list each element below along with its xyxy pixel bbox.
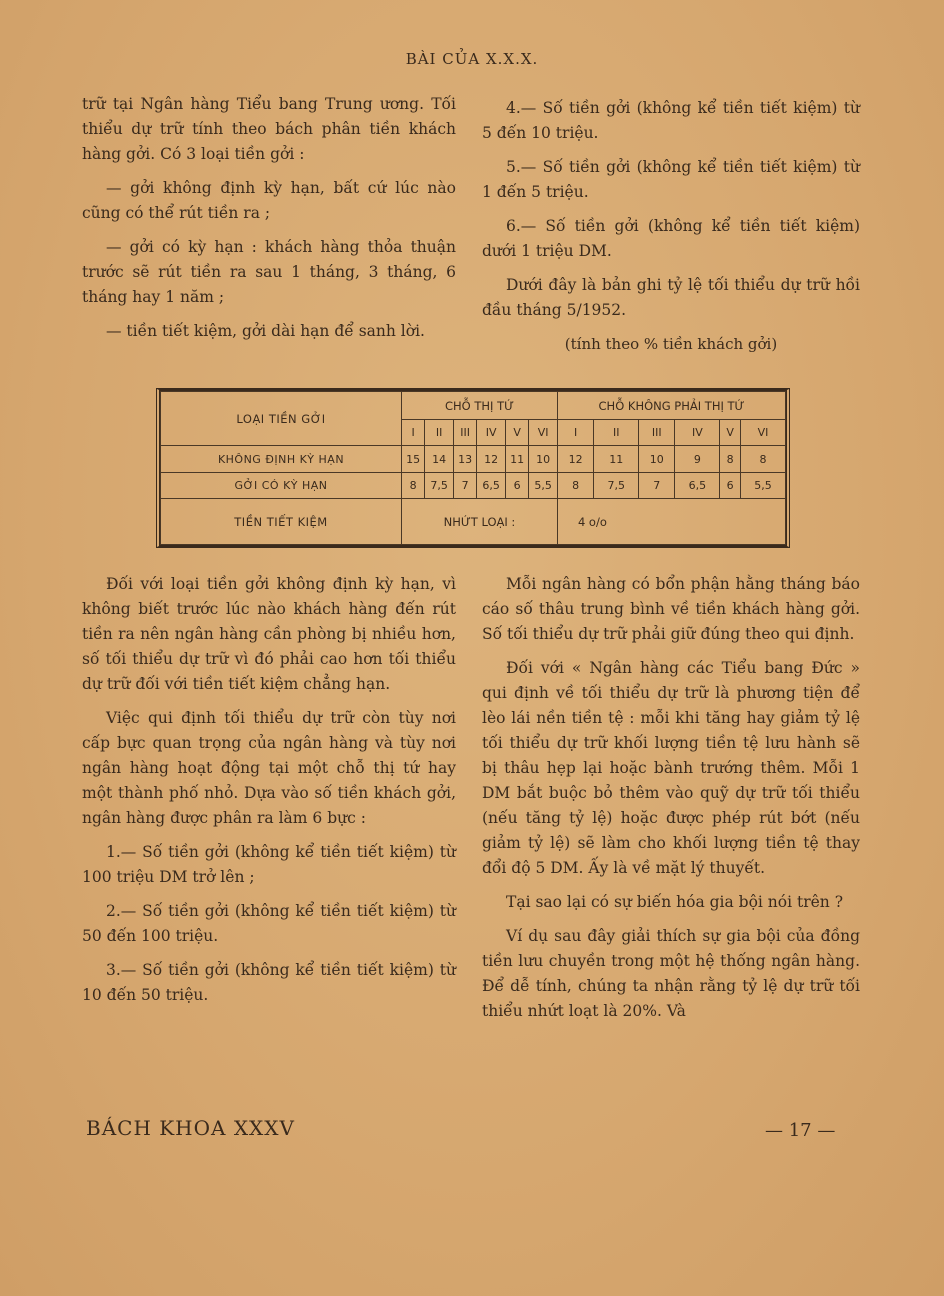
class-header: II [425, 420, 454, 446]
table-row [161, 446, 786, 472]
class-header: II [594, 420, 639, 446]
paragraph: trữ tại Ngân hàng Tiểu bang Trung ương. Tối thiểu dự trữ tính theo bách phân tiền khách hàng gởi. Có 3 loại tiền gởi : [82, 95, 456, 163]
table-cell: 13 [453, 446, 476, 472]
class-header: IV [675, 420, 720, 446]
paragraph: Tại sao lại có sự biến hóa gia bội nói trên ? [506, 893, 844, 911]
right-column-top [482, 96, 860, 357]
table-row [161, 499, 786, 545]
table-cell: 6 [720, 472, 741, 498]
paragraph: Ví dụ sau đây giải thích sự gia bội của đồng tiền lưu chuyền trong một hệ thống ngân hàng. Để dễ tính, chúng ta nhận rằng tỷ lệ dự trữ tối thiểu nhứt loạt là 20%. Và [482, 927, 860, 1020]
paragraph: Dưới đây là bản ghi tỷ lệ tối thiểu dự trữ hồi đầu tháng 5/1952. [482, 276, 860, 319]
left-column-top [82, 92, 456, 353]
savings-rate: 4 o/o [557, 499, 785, 545]
table-cell: 7 [453, 472, 476, 498]
row-label: KHÔNG ĐỊNH KỲ HẠN [161, 446, 402, 472]
row-label: GỞI CÓ KỲ HẠN [161, 472, 402, 498]
paragraph: 4.— Số tiền gởi (không kể tiền tiết kiệm) từ 5 đến 10 triệu. [482, 99, 860, 142]
class-header: VI [740, 420, 785, 446]
table-cell: 11 [505, 446, 528, 472]
table-cell: 14 [425, 446, 454, 472]
table-cell: 7,5 [594, 472, 639, 498]
paragraph: Mỗi ngân hàng có bổn phận hằng tháng báo cáo số thâu trung bình về tiền khách hàng gởi. Số tối thiểu dự trữ phải giữ đúng theo qui định. [482, 575, 860, 643]
table-cell: 10 [529, 446, 558, 472]
table-cell: 9 [675, 446, 720, 472]
class-header: III [453, 420, 476, 446]
right-column-bottom [482, 572, 860, 1033]
class-header: VI [529, 420, 558, 446]
reserve-table [160, 391, 786, 545]
paragraph: — gởi không định kỳ hạn, bất cứ lúc nào cũng có thể rút tiền ra ; [82, 179, 456, 222]
table-cell: 8 [402, 472, 425, 498]
paragraph: 6.— Số tiền gởi (không kể tiền tiết kiệm) dưới 1 triệu DM. [482, 217, 860, 260]
table-cell: 12 [557, 446, 593, 472]
paragraph: 1.— Số tiền gởi (không kể tiền tiết kiệm) từ 100 triệu DM trở lên ; [82, 843, 456, 886]
table-row [161, 472, 786, 498]
table-cell: 8 [740, 446, 785, 472]
paragraph: 3.— Số tiền gởi (không kể tiền tiết kiệm) từ 10 đến 50 triệu. [82, 961, 456, 1004]
column-header-type: LOẠI TIỀN GỞI [161, 392, 402, 446]
table-cell: 10 [639, 446, 675, 472]
paragraph: Đối với « Ngân hàng các Tiểu bang Đức » qui định về tối thiểu dự trữ là phương tiện để lèo lái nền tiền tệ : mỗi khi tăng hay giảm tỷ lệ tối thiểu dự trữ khối lượng tiền tệ lưu hành sẽ bị thâu hẹp lại hoặc bành trướng thêm. Mỗi 1 DM bắt buộc bỏ thêm vào quỹ dự trữ tối thiểu (nếu tăng tỷ lệ) hoặc được phép rút bớt (nếu giảm tỷ lệ) sẽ làm cho khối lượng tiền tệ thay đổi độ 5 DM. Ấy là về mặt lý thuyết. [482, 659, 860, 877]
paragraph: 2.— Số tiền gởi (không kể tiền tiết kiệm) từ 50 đến 100 triệu. [82, 902, 456, 945]
paragraph: — tiền tiết kiệm, gởi dài hạn để sanh lời. [106, 322, 425, 340]
paragraph: — gởi có kỳ hạn : khách hàng thỏa thuận trước sẽ rút tiền ra sau 1 tháng, 3 tháng, 6 tháng hay 1 năm ; [82, 238, 456, 306]
class-header: V [505, 420, 528, 446]
page-number: — 17 — [765, 1120, 836, 1141]
table-cell: 15 [402, 446, 425, 472]
class-header: IV [477, 420, 506, 446]
page-header: BÀI CỦA X.X.X. [405, 50, 539, 68]
table-cell: 8 [720, 446, 741, 472]
table-cell: 8 [557, 472, 593, 498]
table-cell: 7 [639, 472, 675, 498]
table-cell: 5,5 [529, 472, 558, 498]
table-cell: 6,5 [675, 472, 720, 498]
class-header: III [639, 420, 675, 446]
class-header: I [402, 420, 425, 446]
table-cell: 6,5 [477, 472, 506, 498]
savings-uniform-label: NHỨT LOẠI : [402, 499, 558, 545]
table-cell: 11 [594, 446, 639, 472]
group-header-nonurban: CHỖ KHÔNG PHẢI THỊ TỨ [557, 392, 785, 420]
row-label: TIỀN TIẾT KIỆM [161, 499, 402, 545]
class-header: V [720, 420, 741, 446]
magazine-name: BÁCH KHOA XXXV [86, 1116, 295, 1140]
table-cell: 7,5 [425, 472, 454, 498]
paragraph: 5.— Số tiền gởi (không kể tiền tiết kiệm) từ 1 đến 5 triệu. [482, 158, 860, 201]
reserve-ratio-table [156, 388, 790, 548]
table-cell: 5,5 [740, 472, 785, 498]
left-column-bottom [82, 572, 456, 1017]
paragraph: Đối với loại tiền gởi không định kỳ hạn, vì không biết trước lúc nào khách hàng đến rút tiền ra nên ngân hàng cần phòng bị nhiều hơn, số tối thiểu dự trữ vì đó phải cao hơn tối thiểu dự trữ đối với tiền tiết kiệm chẳng hạn. [82, 575, 456, 693]
class-header: I [557, 420, 593, 446]
table-cell: 12 [477, 446, 506, 472]
table-cell: 6 [505, 472, 528, 498]
paragraph: Việc qui định tối thiểu dự trữ còn tùy nơi cấp bực quan trọng của ngân hàng và tùy nơi ngân hàng hoạt động tại một chỗ thị tứ hay một thành phố nhỏ. Dựa vào số tiền khách gởi, ngân hàng được phân ra làm 6 bực : [82, 709, 456, 827]
table-note: (tính theo % tiền khách gởi) [564, 335, 778, 353]
group-header-urban: CHỖ THỊ TỨ [402, 392, 558, 420]
